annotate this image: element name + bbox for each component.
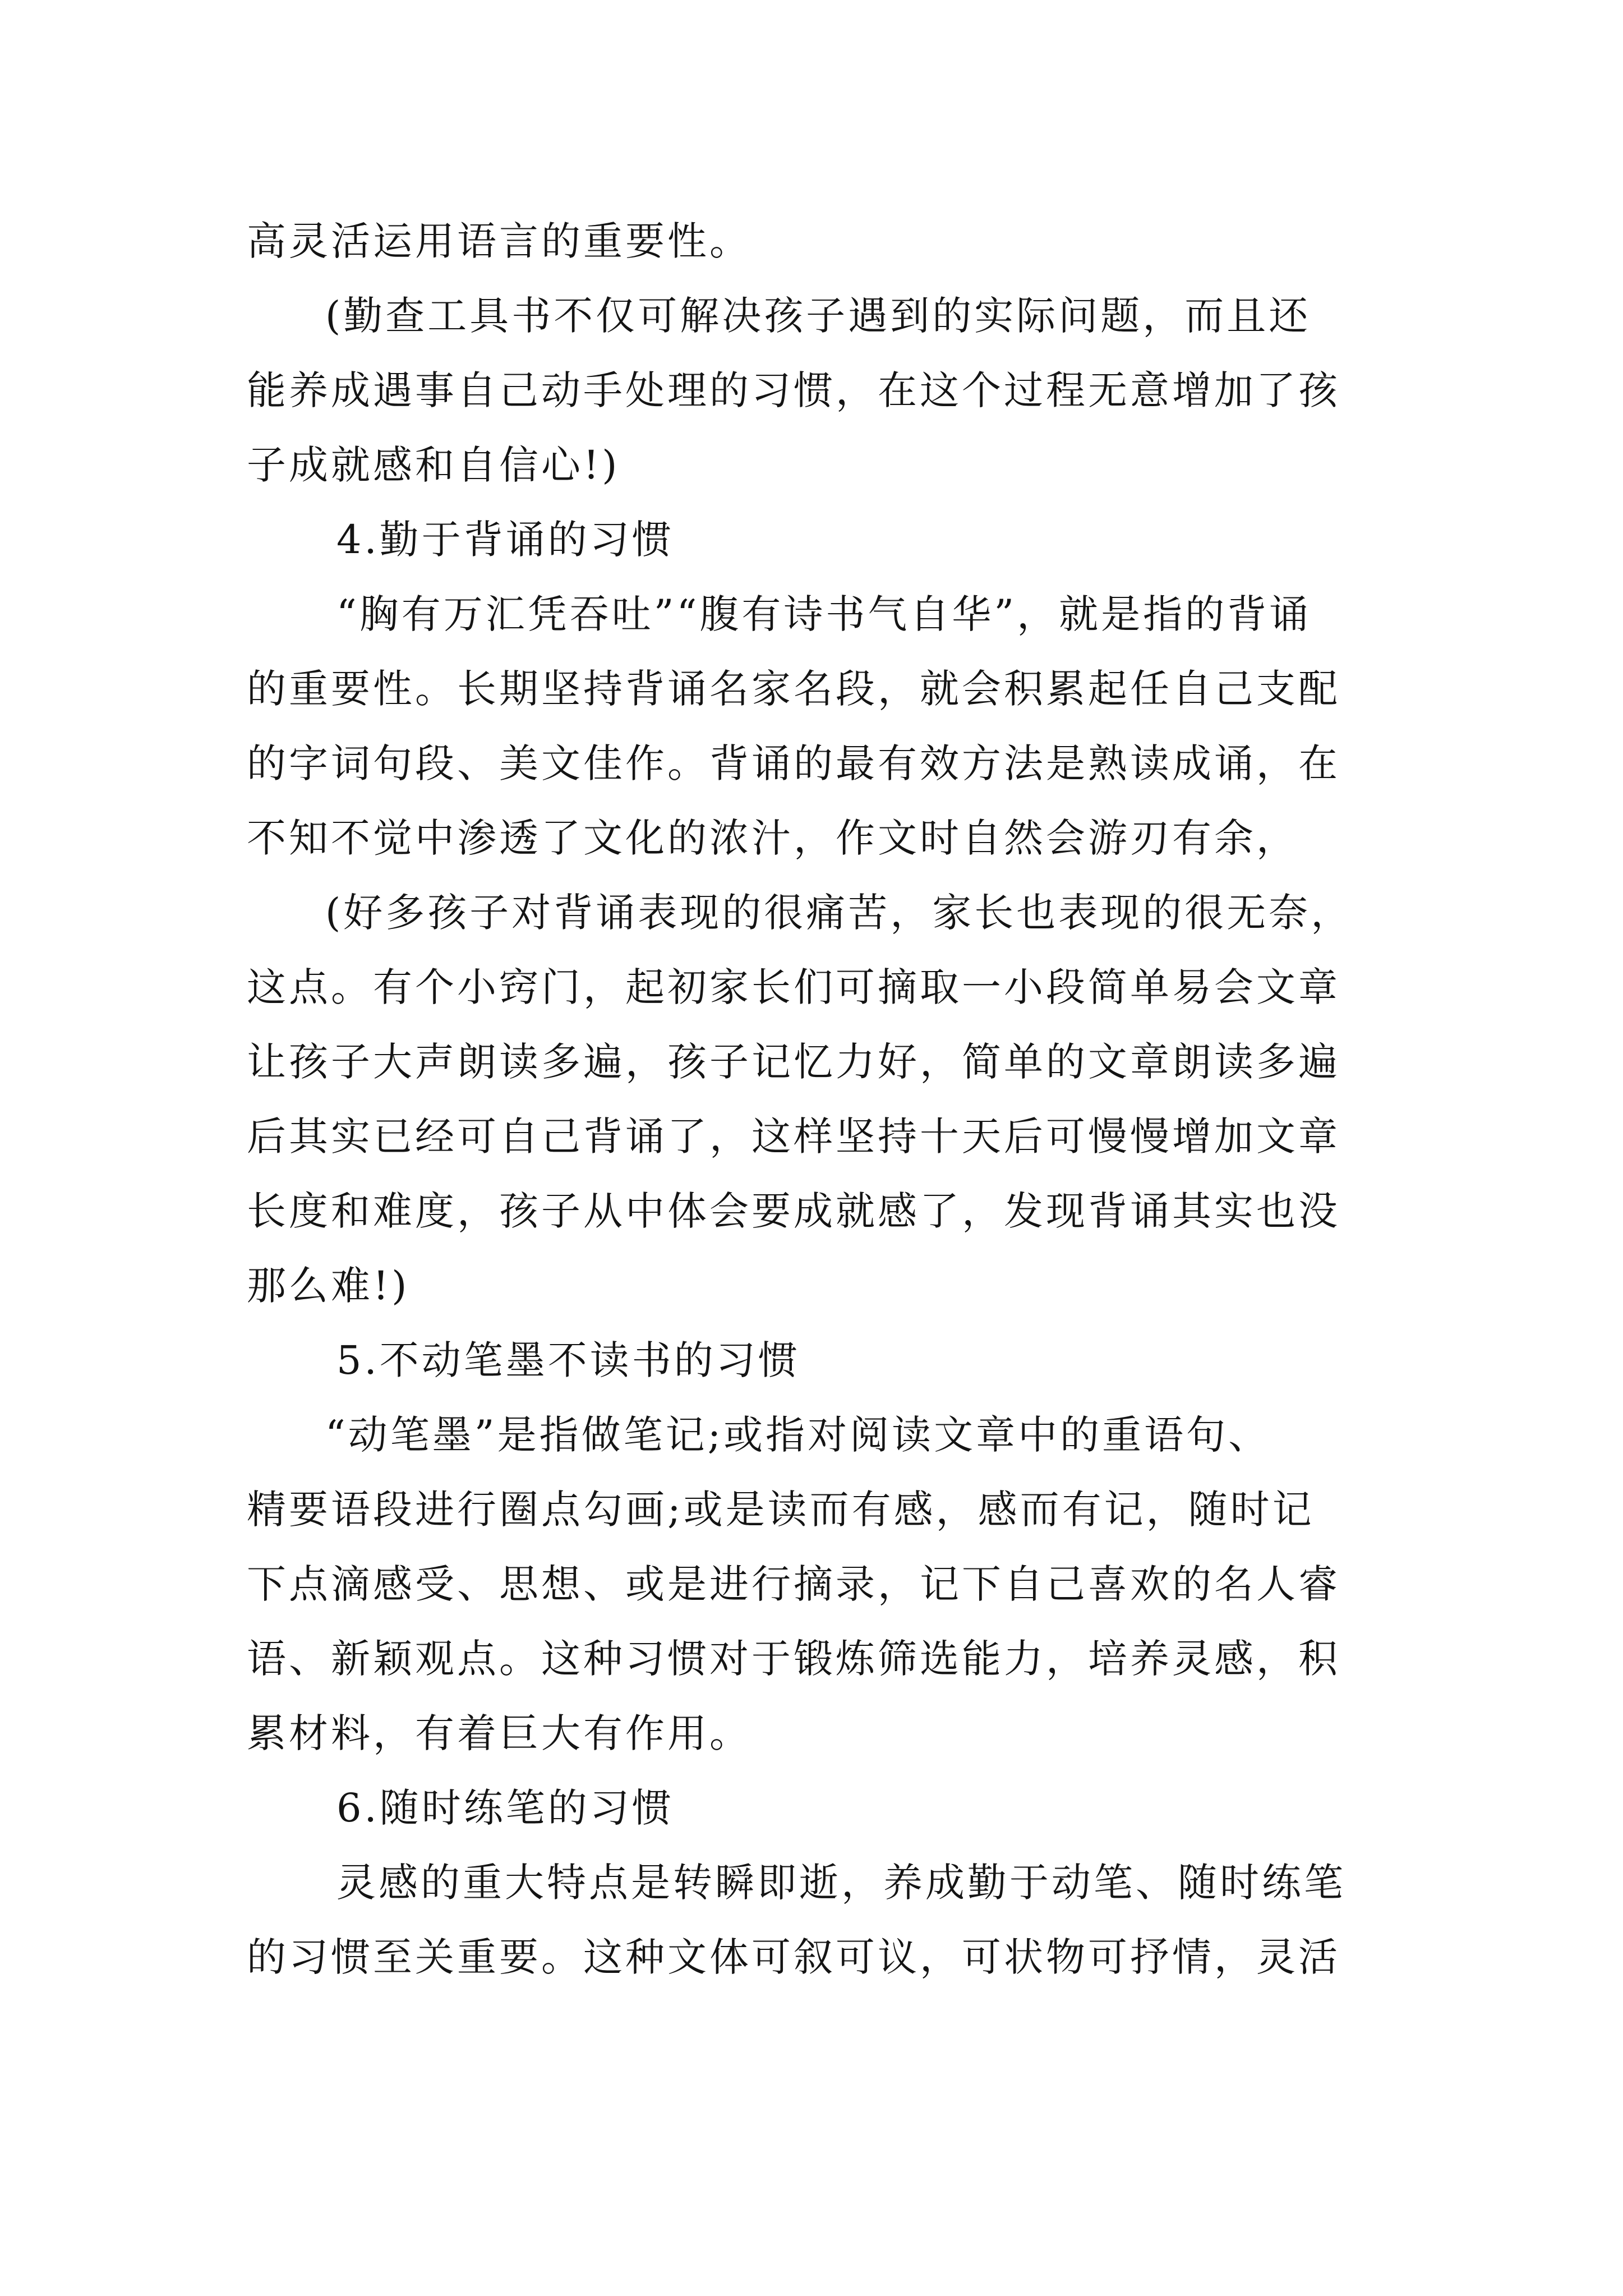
paragraph-line: 这点。有个小窍门，起初家长们可摘取一小段简单易会文章 xyxy=(247,964,1340,1010)
paragraph-line: (好多孩子对背诵表现的很痛苦，家长也表现的很无奈， xyxy=(325,890,1353,936)
paragraph-line: “胸有万汇凭吞吐”“腹有诗书气自华”，就是指的背诵 xyxy=(336,591,1312,637)
paragraph-line: 的重要性。长期坚持背诵名家名段，就会积累起任自己支配 xyxy=(247,666,1340,712)
paragraph-line: 累材料，有着巨大有作用。 xyxy=(247,1710,751,1756)
paragraph-line: 语、新颖观点。这种习惯对于锻炼筛选能力，培养灵感，积 xyxy=(247,1636,1340,1682)
paragraph-line: 不知不觉中渗透了文化的浓汁，作文时自然会游刃有余， xyxy=(247,815,1298,861)
section-heading: 5.不动笔墨不读书的习惯 xyxy=(336,1337,800,1383)
paragraph-line: (勤查工具书不仅可解决孩子遇到的实际问题，而且还 xyxy=(325,293,1311,339)
paragraph-line: 下点滴感受、思想、或是进行摘录，记下自己喜欢的名人睿 xyxy=(247,1561,1340,1607)
paragraph-line: 灵感的重大特点是转瞬即逝，养成勤于动笔、随时练笔 xyxy=(336,1860,1346,1906)
paragraph-line: “动笔墨”是指做笔记;或指对阅读文章中的重语句、 xyxy=(325,1412,1271,1458)
section-heading: 4.勤于背诵的习惯 xyxy=(336,517,674,563)
paragraph-line: 精要语段进行圈点勾画;或是读而有感，感而有记，随时记 xyxy=(247,1487,1315,1533)
paragraph-line: 的习惯至关重要。这种文体可叙可议，可状物可抒情，灵活 xyxy=(247,1934,1340,1980)
paragraph-line: 的字词句段、美文佳作。背诵的最有效方法是熟读成诵，在 xyxy=(247,740,1340,786)
paragraph-line: 后其实已经可自己背诵了，这样坚持十天后可慢慢增加文章 xyxy=(247,1114,1340,1159)
paragraph-line: 子成就感和自信心!) xyxy=(247,442,620,488)
paragraph-line: 那么难!) xyxy=(247,1263,410,1309)
paragraph-line: 长度和难度，孩子从中体会要成就感了，发现背诵其实也没 xyxy=(247,1188,1340,1234)
paragraph-line: 能养成遇事自己动手处理的习惯，在这个过程无意增加了孩 xyxy=(247,367,1340,413)
paragraph-line: 高灵活运用语言的重要性。 xyxy=(247,218,751,264)
paragraph-line: 让孩子大声朗读多遍，孩子记忆力好，简单的文章朗读多遍 xyxy=(247,1039,1340,1085)
section-heading: 6.随时练笔的习惯 xyxy=(336,1785,674,1831)
